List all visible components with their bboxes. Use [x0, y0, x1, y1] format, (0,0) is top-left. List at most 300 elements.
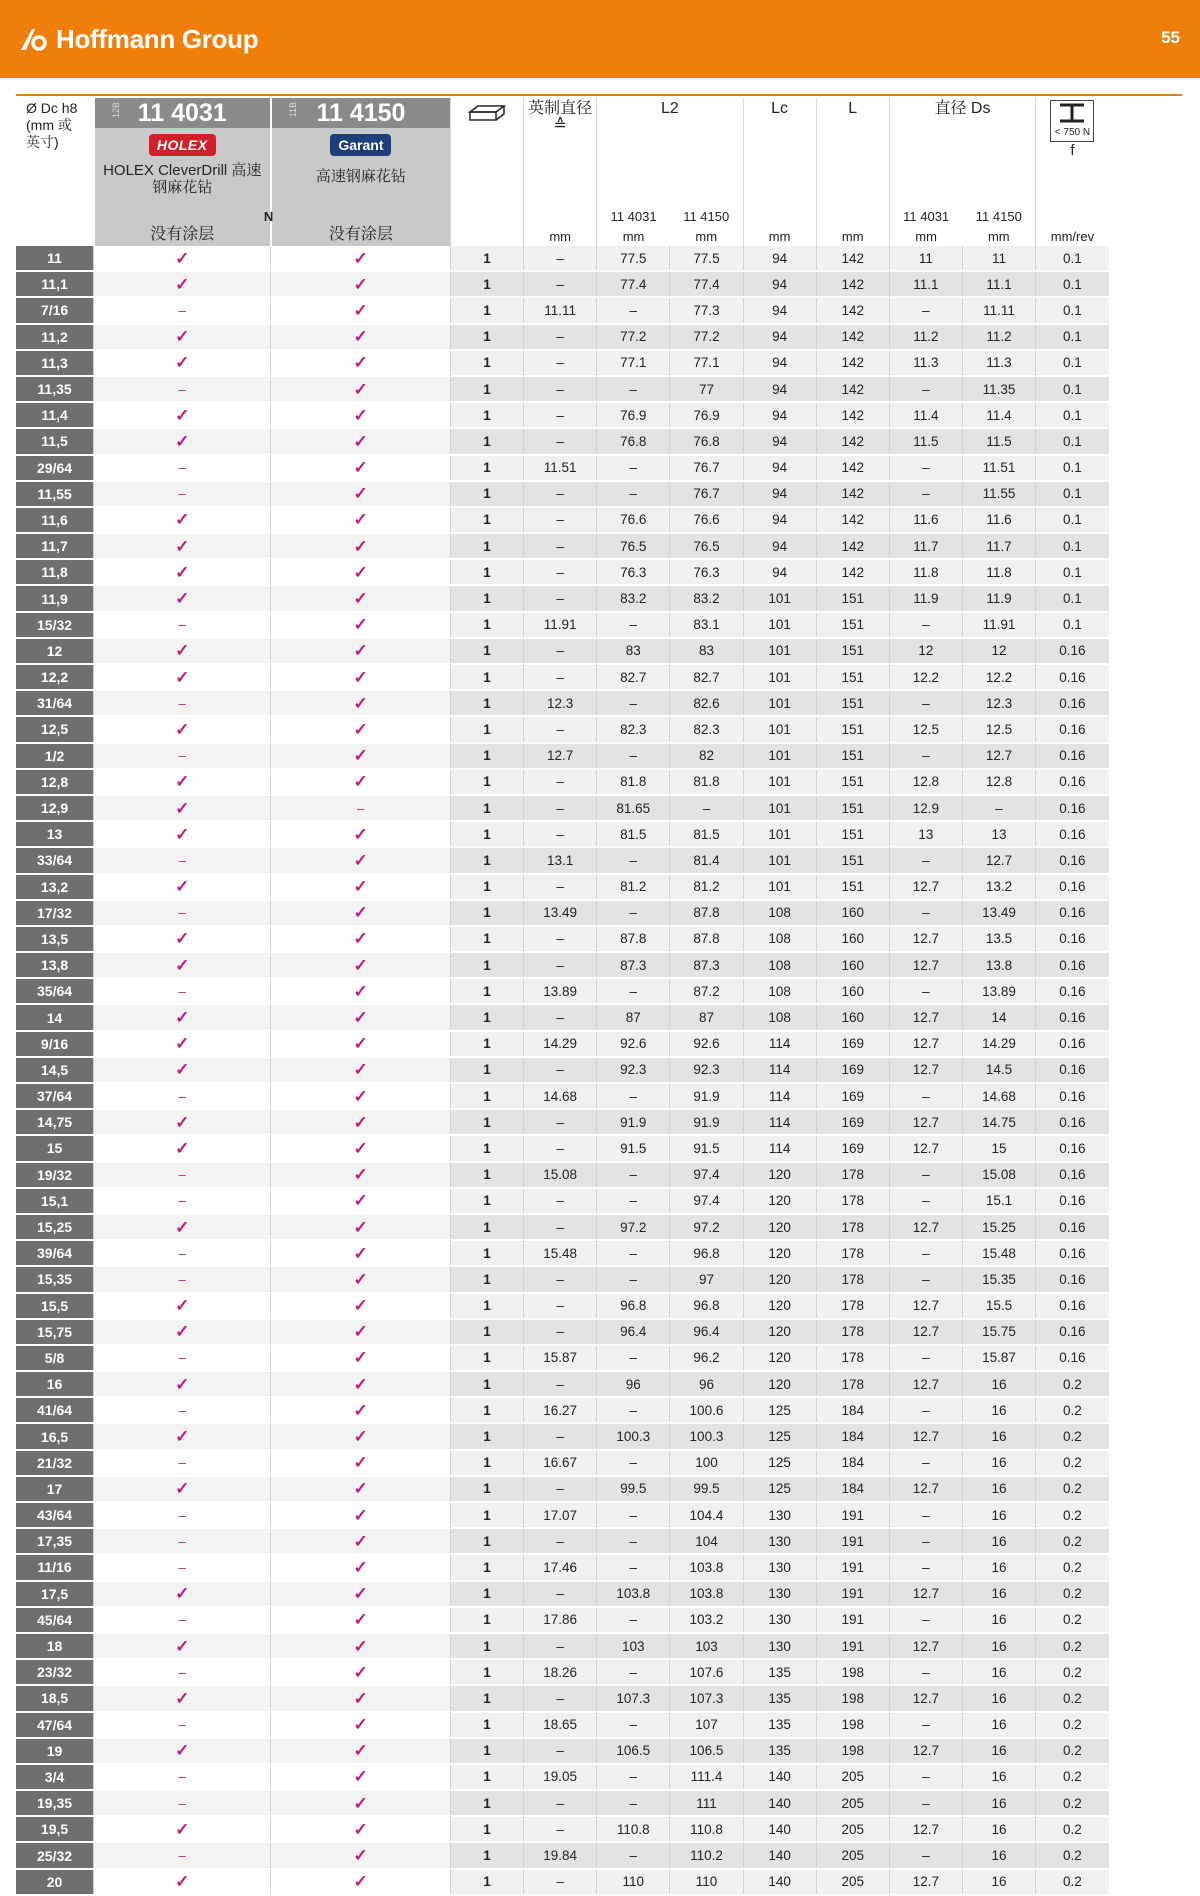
feed-cell: [1036, 847, 1109, 873]
imperial-mm-value: –: [556, 1795, 564, 1811]
imperial-mm-cell: [524, 1293, 597, 1319]
ds-4031-value: 12.7: [912, 1036, 940, 1052]
ds-4031-value: 12.7: [912, 1010, 940, 1026]
lc-cell: [743, 533, 816, 559]
imperial-mm-cell: [524, 1581, 597, 1607]
lc-value: 135: [768, 1664, 791, 1680]
qty-value: 1: [483, 1193, 491, 1209]
feed-value: 0.1: [1063, 276, 1082, 292]
diameter-value: 12,9: [40, 800, 69, 817]
ds-unit-1: mm: [915, 229, 937, 244]
table-row: [16, 271, 1182, 297]
imperial-mm-cell: [524, 481, 597, 507]
l2-4031-value: 76.9: [620, 407, 647, 423]
feed-value: 0.1: [1063, 433, 1082, 449]
l-cell: [816, 1371, 889, 1397]
lc-value: 94: [772, 538, 788, 554]
diameter-cell: [16, 874, 94, 900]
garant-avail-cell: [271, 1240, 451, 1266]
l-value: 142: [841, 460, 864, 476]
hoffmann-logo: [18, 20, 258, 58]
ds-4150-cell: [962, 1607, 1035, 1633]
l-value: 142: [841, 433, 864, 449]
table-row: [16, 1266, 1182, 1292]
imperial-mm-cell: [524, 769, 597, 795]
pack-qty-cell: [450, 507, 523, 533]
lc-cell: [743, 1869, 816, 1895]
qty-value: 1: [483, 695, 491, 711]
feed-value: 0.2: [1063, 1743, 1082, 1759]
diameter-value: 13,8: [40, 957, 69, 974]
imperial-mm-value: –: [556, 355, 564, 371]
pack-qty-cell: [450, 638, 523, 664]
holex-avail-cell: [94, 1319, 271, 1345]
ds-sub-4150: 11 4150: [975, 209, 1022, 224]
drill-spec-table: [16, 98, 1182, 1896]
imperial-mm-value: 19.05: [543, 1769, 578, 1785]
l2-4031-value: –: [629, 1664, 638, 1680]
table-row: [16, 1031, 1182, 1057]
l-value: 169: [841, 1088, 864, 1104]
l-cell: [816, 1162, 889, 1188]
check-icon: ✓: [353, 379, 368, 399]
dash-mark: –: [178, 1088, 186, 1104]
l2-4150-cell: [670, 1345, 743, 1371]
garant-avail-cell: [271, 1869, 451, 1895]
l2-4150-value: 103.8: [689, 1586, 724, 1602]
feed-value: 0.2: [1063, 1559, 1082, 1575]
ds-4031-cell: [889, 1319, 962, 1345]
l2-4150-cell: [670, 1188, 743, 1214]
l2-label: L2: [660, 100, 679, 117]
l2-4150-cell: [670, 1869, 743, 1895]
l2-4031-value: –: [629, 1350, 638, 1366]
ds-4031-value: –: [922, 1769, 930, 1785]
ds-4150-cell: [962, 559, 1035, 585]
pack-qty-cell: [450, 1319, 523, 1345]
ds-4150-cell: [962, 1135, 1035, 1161]
table-row: [16, 1554, 1182, 1580]
feed-value: 0.2: [1063, 1533, 1082, 1549]
imperial-mm-cell: [524, 1685, 597, 1711]
imperial-mm-value: –: [556, 1743, 564, 1759]
qty-value: 1: [483, 800, 491, 816]
diameter-cell: [16, 481, 94, 507]
qty-value: 1: [483, 1062, 491, 1078]
ds-4031-value: –: [922, 905, 930, 921]
imperial-mm-value: –: [556, 931, 564, 947]
header-rule: [16, 94, 1182, 96]
lc-cell: [743, 664, 816, 690]
diameter-value: 13,2: [40, 878, 69, 895]
l-value: 151: [841, 669, 864, 685]
ds-4031-value: 11.7: [913, 538, 939, 554]
feed-cell: [1036, 1004, 1109, 1030]
ds-4150-value: 15.25: [982, 1219, 1016, 1235]
l2-4031-cell: [597, 1345, 670, 1371]
ds-4031-cell: [889, 297, 962, 323]
holex-avail-cell: [94, 874, 271, 900]
l2-4150-cell: [670, 1502, 743, 1528]
lc-cell: [743, 1554, 816, 1580]
l2-4031-cell: [597, 1842, 670, 1868]
check-icon: ✓: [353, 1243, 368, 1263]
l2-4031-cell: [597, 1214, 670, 1240]
l2-unit-1: mm: [622, 229, 645, 244]
garant-avail-cell: [271, 795, 451, 821]
l2-4031-value: –: [629, 983, 638, 999]
check-icon: ✓: [353, 1688, 368, 1708]
l2-4031-value: –: [629, 1612, 638, 1628]
ds-4150-cell: [962, 350, 1035, 376]
feed-value: 0.2: [1063, 1481, 1082, 1497]
diameter-cell: [16, 1031, 94, 1057]
imperial-mm-cell: [524, 1842, 597, 1868]
l-value: 198: [841, 1717, 864, 1733]
l2-4150-cell: [670, 1371, 743, 1397]
lc-cell: [743, 271, 816, 297]
product1-mark: N: [263, 209, 274, 224]
l-cell: [816, 1869, 889, 1895]
l-cell: [816, 821, 889, 847]
imperial-mm-cell: [524, 664, 597, 690]
l2-4150-cell: [670, 1319, 743, 1345]
diameter-value: 39/64: [37, 1245, 73, 1262]
l-value: 142: [841, 407, 864, 423]
feed-cell: [1036, 246, 1109, 271]
lc-value: 120: [768, 1193, 791, 1209]
ds-4150-cell: [962, 1738, 1035, 1764]
ds-4031-value: 12.8: [912, 774, 940, 790]
ds-4150-value: 12.7: [985, 748, 1013, 764]
l2-4031-cell: [597, 481, 670, 507]
imperial-mm-value: –: [556, 538, 564, 554]
lc-value: 101: [768, 879, 791, 895]
diameter-value: 23/32: [37, 1664, 73, 1681]
l-value: 151: [841, 852, 864, 868]
feed-cell: [1036, 900, 1109, 926]
l2-4031-cell: [597, 507, 670, 533]
feed-value: 0.1: [1063, 329, 1082, 345]
lc-cell: [743, 847, 816, 873]
qty-value: 1: [483, 276, 491, 292]
ds-4031-cell: [889, 1423, 962, 1449]
check-icon: ✓: [353, 1819, 368, 1839]
l-cell: [816, 978, 889, 1004]
ds-4150-value: 16: [991, 1455, 1007, 1471]
ds-4150-value: 11.35: [982, 381, 1016, 397]
holex-avail-cell: [94, 1554, 271, 1580]
ds-4150-cell: [962, 1397, 1035, 1423]
feed-value: 0.2: [1063, 1429, 1082, 1445]
l-cell: [816, 847, 889, 873]
l2-4031-cell: [597, 1188, 670, 1214]
l-value: 169: [841, 1036, 864, 1052]
holex-avail-cell: [94, 271, 271, 297]
ds-4031-cell: [889, 402, 962, 428]
dash-mark: –: [178, 852, 186, 868]
ds-4031-value: 12.7: [912, 1114, 940, 1130]
l2-4150-cell: [670, 1738, 743, 1764]
lc-value: 101: [768, 748, 791, 764]
feed-cell: [1036, 926, 1109, 952]
diameter-cell: [16, 1842, 94, 1868]
imperial-mm-cell: [524, 1607, 597, 1633]
diameter-cell: [16, 1371, 94, 1397]
lc-cell: [743, 297, 816, 323]
l2-4150-value: 87: [698, 1010, 714, 1026]
garant-avail-cell: [271, 1816, 451, 1842]
l2-4031-value: –: [629, 381, 638, 397]
feed-cell: [1036, 1109, 1109, 1135]
feed-value: 0.1: [1063, 564, 1082, 580]
l2-4150-value: 82.6: [693, 695, 720, 711]
check-icon: ✓: [353, 1322, 368, 1342]
check-icon: ✓: [353, 772, 368, 792]
imperial-mm-cell: [524, 1057, 597, 1083]
ds-4031-cell: [889, 1188, 962, 1214]
dash-mark: –: [178, 1559, 186, 1575]
lc-cell: [743, 559, 816, 585]
ds-4150-value: 13.49: [982, 905, 1016, 921]
l2-4031-cell: [597, 533, 670, 559]
holex-avail-cell: [94, 1790, 271, 1816]
ds-4150-value: 11.5: [986, 433, 1012, 449]
l-value: 198: [841, 1664, 864, 1680]
feed-value: 0.2: [1063, 1848, 1082, 1864]
pack-qty-cell: [450, 1528, 523, 1554]
l2-4031-value: –: [629, 302, 638, 318]
feed-cell: [1036, 664, 1109, 690]
check-icon: ✓: [353, 353, 368, 373]
l-value: 191: [841, 1559, 864, 1575]
ds-4031-cell: [889, 428, 962, 454]
diameter-value: 11,8: [41, 564, 68, 581]
ds-4150-value: 11.2: [986, 329, 1012, 345]
l2-4031-cell: [597, 952, 670, 978]
feed-cell: [1036, 481, 1109, 507]
lc-cell: [743, 1371, 816, 1397]
diameter-value: 12,2: [40, 669, 69, 686]
ds-4031-value: –: [922, 460, 930, 476]
pack-qty-cell: [450, 847, 523, 873]
check-icon: ✓: [175, 877, 190, 897]
l2-4150-cell: [670, 1240, 743, 1266]
feed-value: 0.1: [1063, 538, 1082, 554]
l-value: 151: [841, 826, 864, 842]
ds-4031-cell: [889, 1554, 962, 1580]
table-row: [16, 246, 1182, 271]
check-icon: ✓: [175, 1322, 190, 1342]
l2-4150-value: 87.8: [693, 931, 720, 947]
lc-cell: [743, 1528, 816, 1554]
lc-value: 101: [768, 721, 791, 737]
product1-description: HOLEX CleverDrill 高速钢麻花钻: [103, 162, 262, 196]
check-icon: ✓: [353, 1217, 368, 1237]
qty-value: 1: [483, 1769, 491, 1785]
ds-4150-value: 12: [991, 643, 1007, 659]
l-cell: [816, 1423, 889, 1449]
imperial-mm-value: 13.89: [543, 983, 578, 999]
ds-4150-cell: [962, 1423, 1035, 1449]
garant-avail-cell: [271, 585, 451, 611]
ds-4150-cell: [962, 1031, 1035, 1057]
l2-4031-value: –: [629, 1455, 638, 1471]
l-cell: [816, 297, 889, 323]
l-cell: [816, 1476, 889, 1502]
table-row: [16, 1214, 1182, 1240]
pack-qty-cell: [450, 1214, 523, 1240]
ds-4031-cell: [889, 1659, 962, 1685]
pack-qty-cell: [450, 1135, 523, 1161]
table-row: [16, 874, 1182, 900]
lc-value: 108: [768, 931, 791, 947]
pack-qty-cell: [450, 1502, 523, 1528]
qty-value: 1: [483, 460, 491, 476]
imperial-mm-value: –: [556, 1690, 564, 1706]
ds-4031-value: –: [922, 1795, 930, 1811]
imperial-mm-value: –: [556, 276, 564, 292]
diameter-value: 20: [46, 1873, 63, 1890]
check-icon: ✓: [353, 1557, 368, 1577]
ds-4150-value: 11.51: [982, 460, 1016, 476]
diameter-cell: [16, 1397, 94, 1423]
l-label: L: [848, 100, 858, 117]
l-value: 184: [841, 1455, 864, 1471]
ds-4031-cell: [889, 1476, 962, 1502]
qty-value: 1: [483, 329, 491, 345]
imperial-mm-cell: [524, 1031, 597, 1057]
l2-4031-cell: [597, 1450, 670, 1476]
l2-4031-cell: [597, 978, 670, 1004]
l-cell: [816, 1712, 889, 1738]
garant-avail-cell: [271, 1371, 451, 1397]
l-value: 178: [841, 1324, 864, 1340]
holex-avail-cell: [94, 821, 271, 847]
ds-4031-value: 12.7: [912, 879, 940, 895]
ds-4150-cell: [962, 1764, 1035, 1790]
garant-avail-cell: [271, 481, 451, 507]
imperial-mm-value: –: [556, 1193, 564, 1209]
qty-value: 1: [483, 774, 491, 790]
l-value: 178: [841, 1219, 864, 1235]
ds-4150-value: 13.89: [982, 983, 1016, 999]
ds-4031-value: 12.7: [912, 931, 940, 947]
feed-cell: [1036, 874, 1109, 900]
feed-cell: [1036, 1266, 1109, 1292]
ds-4150-value: 15.35: [982, 1271, 1016, 1287]
pack-qty-cell: [450, 1554, 523, 1580]
check-icon: ✓: [175, 1427, 190, 1447]
ds-4031-cell: [889, 847, 962, 873]
lc-cell: [743, 1581, 816, 1607]
check-icon: ✓: [353, 510, 368, 530]
lc-value: 114: [768, 1114, 791, 1130]
lc-value: 94: [772, 460, 788, 476]
imperial-mm-value: –: [556, 826, 564, 842]
diameter-value: 21/32: [37, 1454, 73, 1471]
dash-mark: –: [178, 302, 186, 318]
diameter-value: 12: [46, 642, 63, 659]
l2-4150-value: 100.3: [689, 1429, 724, 1445]
l2-4031-cell: [597, 1502, 670, 1528]
check-icon: ✓: [353, 929, 368, 949]
l-value: 151: [841, 643, 864, 659]
product2-code: [272, 98, 450, 128]
check-icon: ✓: [353, 955, 368, 975]
l2-4031-cell: [597, 271, 670, 297]
diameter-value: 31/64: [37, 695, 73, 712]
diameter-cell: [16, 612, 94, 638]
diameter-value: 17,5: [40, 1585, 69, 1602]
l2-4031-cell: [597, 1293, 670, 1319]
check-icon: ✓: [353, 719, 368, 739]
qty-value: 1: [483, 512, 491, 528]
check-icon: ✓: [353, 667, 368, 687]
ds-sub-4031: 11 4031: [903, 209, 950, 224]
l-value: 184: [841, 1481, 864, 1497]
garant-avail-cell: [271, 1293, 451, 1319]
table-row: [16, 533, 1182, 559]
garant-avail-cell: [271, 1502, 451, 1528]
ds-4150-value: 15.87: [982, 1350, 1016, 1366]
check-icon: ✓: [353, 484, 368, 504]
l-cell: [816, 716, 889, 742]
diameter-value: 37/64: [37, 1088, 73, 1105]
l2-4031-cell: [597, 246, 670, 271]
ds-4150-value: 14: [991, 1010, 1007, 1026]
l2-4031-cell: [597, 795, 670, 821]
l-cell: [816, 1188, 889, 1214]
qty-value: 1: [483, 1010, 491, 1026]
l2-4150-cell: [670, 507, 743, 533]
feed-value: 0.16: [1059, 1298, 1086, 1314]
ds-4031-value: –: [922, 1612, 930, 1628]
imperial-mm-cell: [524, 1554, 597, 1580]
feed-cell: [1036, 1031, 1109, 1057]
l-cell: [816, 1397, 889, 1423]
check-icon: ✓: [353, 1138, 368, 1158]
feed-value: 0.16: [1059, 1036, 1086, 1052]
l2-4031-value: 82.7: [620, 669, 647, 685]
l2-4150-cell: [670, 1004, 743, 1030]
diameter-cell: [16, 533, 94, 559]
ds-4150-cell: [962, 664, 1035, 690]
check-icon: ✓: [353, 300, 368, 320]
diameter-value: 11: [47, 250, 62, 267]
diameter-cell: [16, 926, 94, 952]
qty-value: 1: [483, 1481, 491, 1497]
check-icon: ✓: [353, 1741, 368, 1761]
imperial-mm-value: –: [556, 1874, 564, 1890]
l-cell: [816, 900, 889, 926]
dash-mark: –: [178, 1533, 186, 1549]
check-icon: ✓: [353, 1165, 368, 1185]
holex-avail-cell: [94, 324, 271, 350]
l2-4150-value: 87.2: [693, 983, 720, 999]
diameter-cell: [16, 664, 94, 690]
pack-qty-cell: [450, 1031, 523, 1057]
lc-value: 94: [772, 329, 788, 345]
l2-4031-cell: [597, 1554, 670, 1580]
l2-4150-value: 76.7: [693, 460, 720, 476]
ds-4150-value: 15.75: [982, 1324, 1016, 1340]
garant-avail-cell: [271, 1790, 451, 1816]
garant-avail-cell: [271, 664, 451, 690]
diameter-cell: [16, 1633, 94, 1659]
diameter-cell: [16, 847, 94, 873]
table-row: [16, 743, 1182, 769]
